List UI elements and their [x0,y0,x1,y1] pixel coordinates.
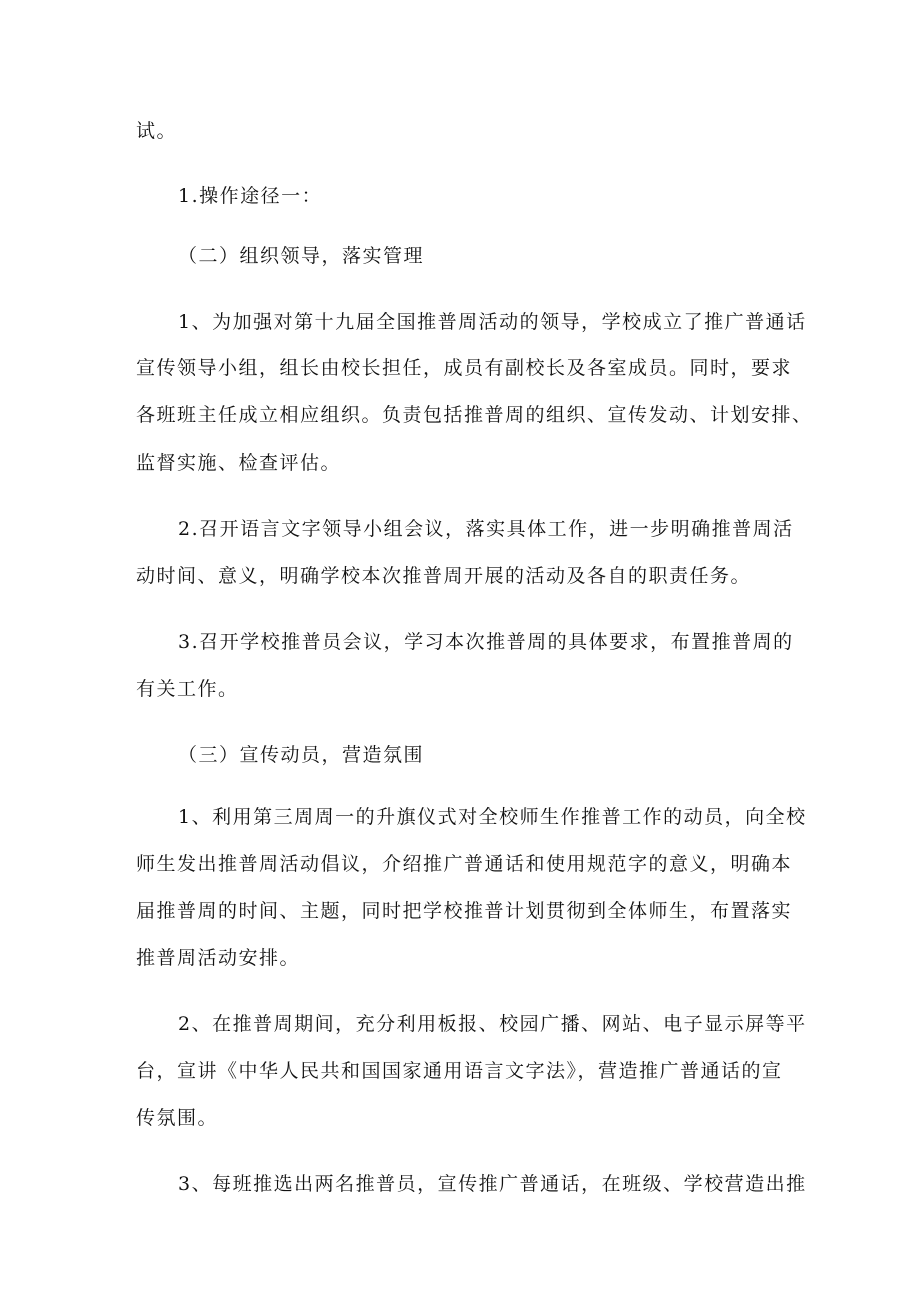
section-heading: （二）组织领导，落实管理 [178,245,425,267]
text-line: 3.召开学校推普员会议，学习本次推普周的具体要求，布置推普周的 [178,631,794,653]
text-line: 传氛围。 [136,1107,219,1129]
text-line: 试。 [136,120,178,142]
text-line: 届推普周的时间、主题，同时把学校推普计划贯彻到全体师生，布置落实 [136,900,793,922]
text-line: 推普周活动安排。 [136,947,301,969]
text-line: 3、每班推选出两名推普员，宣传推广普通话，在班级、学校营造出推 [178,1173,807,1195]
text-line: 1、为加强对第十九届全国推普周活动的领导，学校成立了推广普通话 [178,311,807,333]
section-heading: （三）宣传动员，营造氛围 [178,744,425,766]
text-line: 监督实施、检查评估。 [136,452,342,474]
text-line: 2.召开语言文字领导小组会议，落实具体工作，进一步明确推普周活 [178,518,794,540]
text-line: 有关工作。 [136,678,239,700]
text-line: 宣传领导小组，组长由校长担任，成员有副校长及各室成员。同时，要求 [136,357,793,379]
section-heading: 1.操作途径一： [178,185,323,207]
text-line: 各班班主任成立相应组织。负责包括推普周的组织、宣传发动、计划安排、 [136,404,813,426]
text-line: 2、在推普周期间，充分利用板报、校园广播、网站、电子显示屏等平 [178,1013,807,1035]
text-line: 1、利用第三周周一的升旗仪式对全校师生作推普工作的动员，向全校 [178,806,807,828]
text-line: 动时间、意义，明确学校本次推普周开展的活动及各自的职责任务。 [136,565,752,587]
text-line: 台，宣讲《中华人民共和国国家通用语言文字法》，营造推广普通话的宣 [136,1060,783,1082]
text-line: 师生发出推普周活动倡议，介绍推广普通话和使用规范字的意义，明确本 [136,853,793,875]
